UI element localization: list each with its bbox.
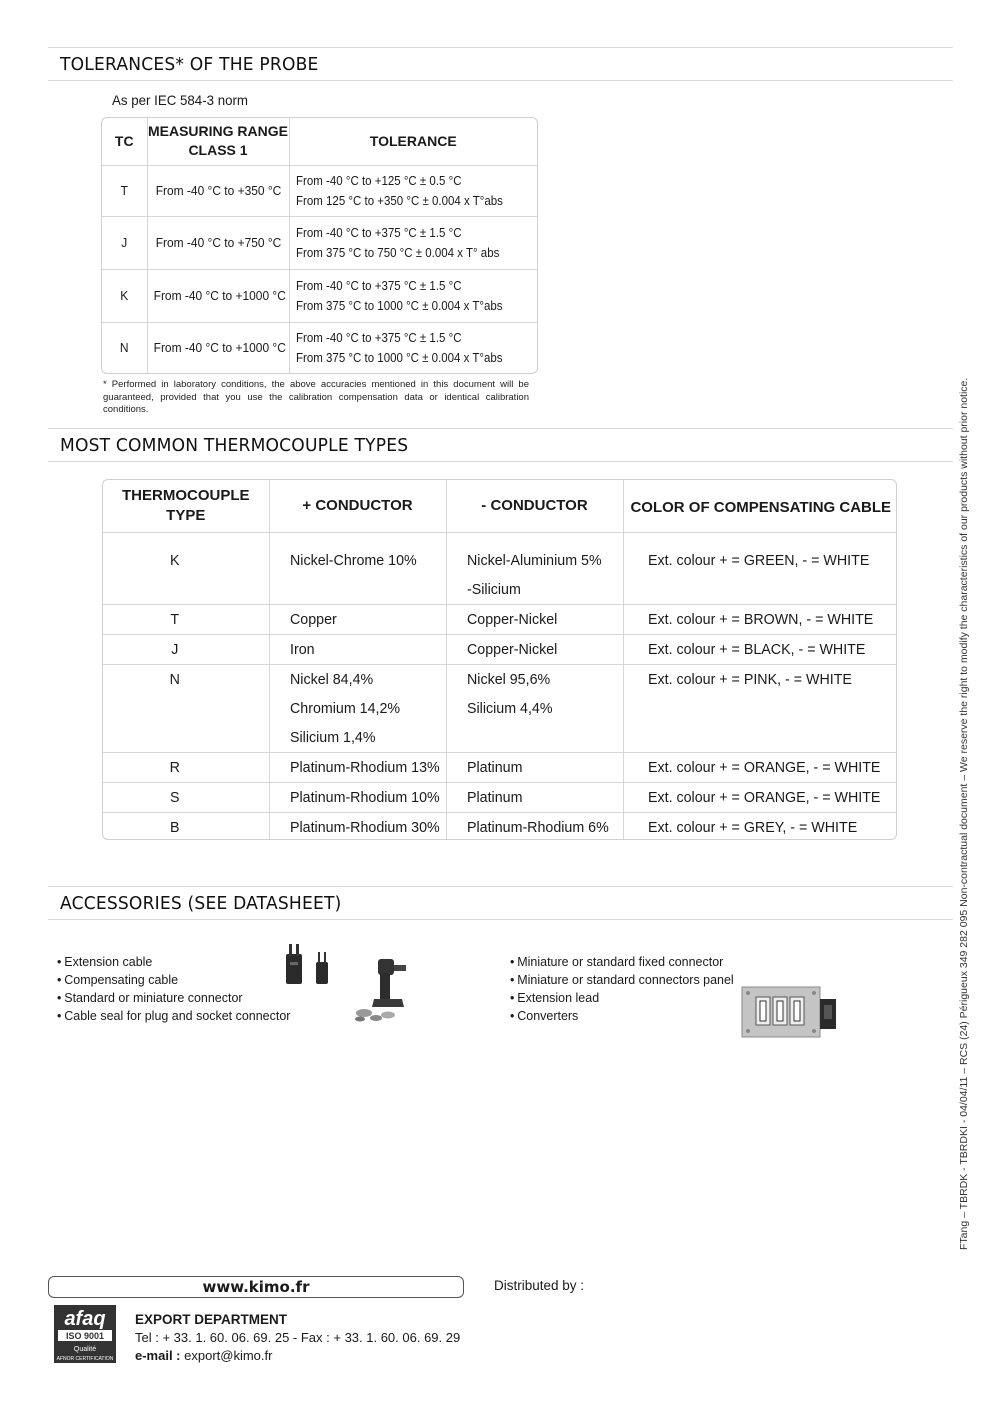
table-row — [102, 322, 537, 374]
header-tc: TC — [102, 118, 147, 165]
range-cell: From -40 °C to +1000 °C — [147, 322, 289, 374]
table-row — [103, 664, 897, 752]
phone-fax: Tel : + 33. 1. 60. 06. 69. 25 - Fax : + 33. 1. 60. 06. 69. 29 — [135, 1330, 461, 1345]
table-row — [102, 269, 537, 322]
minus-conductor-cell: Nickel-Aluminium 5% -Silicium — [446, 532, 623, 604]
plus-conductor-cell: Copper — [269, 604, 446, 634]
connector-plugs-image — [280, 940, 340, 988]
plus-conductor-cell: Platinum-Rhodium 13% — [269, 752, 446, 782]
header-minus-conductor: - CONDUCTOR — [446, 480, 623, 532]
svg-text:ISO 9001: ISO 9001 — [65, 1331, 105, 1341]
range-cell: From -40 °C to +750 °C — [147, 216, 289, 269]
list-item: • Extension cable — [57, 953, 290, 971]
legal-notice: FTang – TBRDK - TBRDKI - 04/04/11 – RCS (24) Périgueux 349 282 095 Non-contractual document – We reserve the right to modify the characteristics of our products without prior notice. — [958, 377, 970, 1250]
header-thermocouple-type: THERMOCOUPLE TYPE — [103, 480, 269, 532]
plus-conductor-cell: Nickel-Chrome 10% — [269, 532, 446, 604]
header-cable-color: COLOR OF COMPENSATING CABLE — [623, 480, 897, 532]
accessories-section-header — [48, 886, 953, 920]
table-row — [103, 752, 897, 782]
tolerance-table — [102, 118, 537, 374]
thermocouple-table-container — [102, 479, 897, 840]
list-item: • Standard or miniature connector — [57, 989, 290, 1007]
type-cell: S — [103, 782, 269, 812]
cable-color-cell: Ext. colour + = GREEN, - = WHITE — [623, 532, 897, 604]
cable-color-cell: Ext. colour + = GREY, - = WHITE — [647, 818, 857, 836]
minus-conductor-cell: Platinum — [446, 752, 623, 782]
list-item: • Compensating cable — [57, 971, 290, 989]
range-cell: From -40 °C to +1000 °C — [147, 269, 289, 322]
plus-conductor-cell: Platinum-Rhodium 10% — [269, 782, 446, 812]
range-cell: From -40 °C to +350 °C — [147, 165, 289, 216]
tc-cell: T — [102, 165, 147, 216]
thermocouple-section-title: MOST COMMON THERMOCOUPLE TYPES — [60, 435, 409, 456]
tc-cell: J — [102, 216, 147, 269]
tolerance-footnote: * Performed in laboratory conditions, the above accuracies mentioned in this document will be guaranteed, provided that you use the calibration compensation data or identical calibration conditions. — [103, 379, 529, 415]
export-department-title: EXPORT DEPARTMENT — [135, 1312, 288, 1327]
thermocouple-section-header — [48, 428, 953, 462]
svg-text:afaq: afaq — [64, 1308, 106, 1330]
type-cell: R — [103, 752, 269, 782]
svg-text:Qualité: Qualité — [73, 1346, 97, 1353]
table-row — [102, 165, 537, 216]
email-line — [135, 1347, 460, 1365]
list-item: • Miniature or standard connectors panel — [510, 971, 734, 989]
cable-color-cell: Ext. colour + = ORANGE, - = WHITE — [623, 752, 897, 782]
cable-color-cell: Ext. colour + = ORANGE, - = WHITE — [623, 782, 897, 812]
minus-conductor-cell: Copper-Nickel — [446, 604, 623, 634]
tolerances-section-title: TOLERANCES* OF THE PROBE — [60, 54, 319, 75]
tolerances-section-header — [48, 47, 953, 81]
tc-cell: K — [102, 269, 147, 322]
minus-conductor-cell: Copper-Nickel — [446, 634, 623, 664]
afaq-iso-logo — [52, 1303, 118, 1365]
minus-conductor-cell: Platinum-Rhodium 6% — [446, 812, 623, 840]
table-row — [103, 532, 897, 604]
type-cell: N — [103, 664, 269, 752]
accessories-section-title: ACCESSORIES (SEE DATASHEET) — [60, 893, 342, 914]
distributed-by-label: Distributed by : — [494, 1278, 585, 1293]
list-item: • Converters — [510, 1007, 734, 1025]
tolerance-cell: From -40 °C to +375 °C ± 1.5 °C From 375 °C to 1000 °C ± 0.004 x T°abs — [295, 331, 503, 366]
tc-cell: N — [102, 322, 147, 374]
cable-color-cell: Ext. colour + = BROWN, - = WHITE — [623, 604, 897, 634]
accessories-list-right — [510, 953, 743, 1025]
norm-reference: As per IEC 584-3 norm — [112, 92, 249, 108]
connectors-panel-image — [740, 985, 840, 1039]
table-row — [102, 216, 537, 269]
list-item: • Miniature or standard fixed connector — [510, 953, 734, 971]
tolerance-table-header-row — [102, 118, 537, 165]
type-cell: K — [103, 532, 269, 604]
email-label: e-mail : — [135, 1348, 181, 1363]
cable-color-cell: Ext. colour + = PINK, - = WHITE — [623, 664, 897, 752]
minus-conductor-cell: Platinum — [446, 782, 623, 812]
website-link[interactable]: www.kimo.fr — [48, 1276, 464, 1298]
plus-conductor-cell: Platinum-Rhodium 30% — [269, 812, 446, 840]
cable-color-cell: Ext. colour + = BLACK, - = WHITE — [623, 634, 897, 664]
header-tolerance: TOLERANCE — [289, 118, 537, 165]
header-measuring-range: MEASURING RANGE CLASS 1 — [147, 118, 289, 165]
plus-conductor-cell: Iron — [269, 634, 446, 664]
list-item: • Cable seal for plug and socket connector — [57, 1007, 290, 1025]
email-address[interactable]: export@kimo.fr — [184, 1348, 273, 1363]
tolerance-cell: From -40 °C to +125 °C ± 0.5 °C From 125 °C to +350 °C ± 0.004 x T°abs — [289, 165, 537, 216]
tolerance-cell: From -40 °C to +375 °C ± 1.5 °C From 375 °C to 1000 °C ± 0.004 x T°abs — [289, 269, 537, 322]
svg-text:AFNOR CERTIFICATION: AFNOR CERTIFICATION — [56, 1356, 114, 1362]
type-cell: B — [103, 812, 269, 840]
thermocouple-table — [103, 480, 897, 840]
export-contact — [135, 1311, 460, 1365]
type-cell: T — [103, 604, 269, 634]
table-row — [103, 782, 897, 812]
table-row — [103, 604, 897, 634]
type-cell: J — [103, 634, 269, 664]
cable-seal-image — [350, 955, 412, 1025]
tolerance-table-container — [101, 117, 538, 374]
minus-conductor-cell: Nickel 95,6% Silicium 4,4% — [446, 664, 623, 752]
table-row — [103, 634, 897, 664]
accessories-list-left — [57, 953, 300, 1025]
plus-conductor-cell: Nickel 84,4% Chromium 14,2% Silicium 1,4% — [269, 664, 446, 752]
thermocouple-table-header-row — [103, 480, 897, 532]
table-row — [103, 812, 897, 840]
header-plus-conductor: + CONDUCTOR — [269, 480, 446, 532]
tolerance-cell: From -40 °C to +375 °C ± 1.5 °C From 375 °C to 750 °C ± 0.004 x T° abs — [289, 216, 537, 269]
list-item: • Extension lead — [510, 989, 734, 1007]
